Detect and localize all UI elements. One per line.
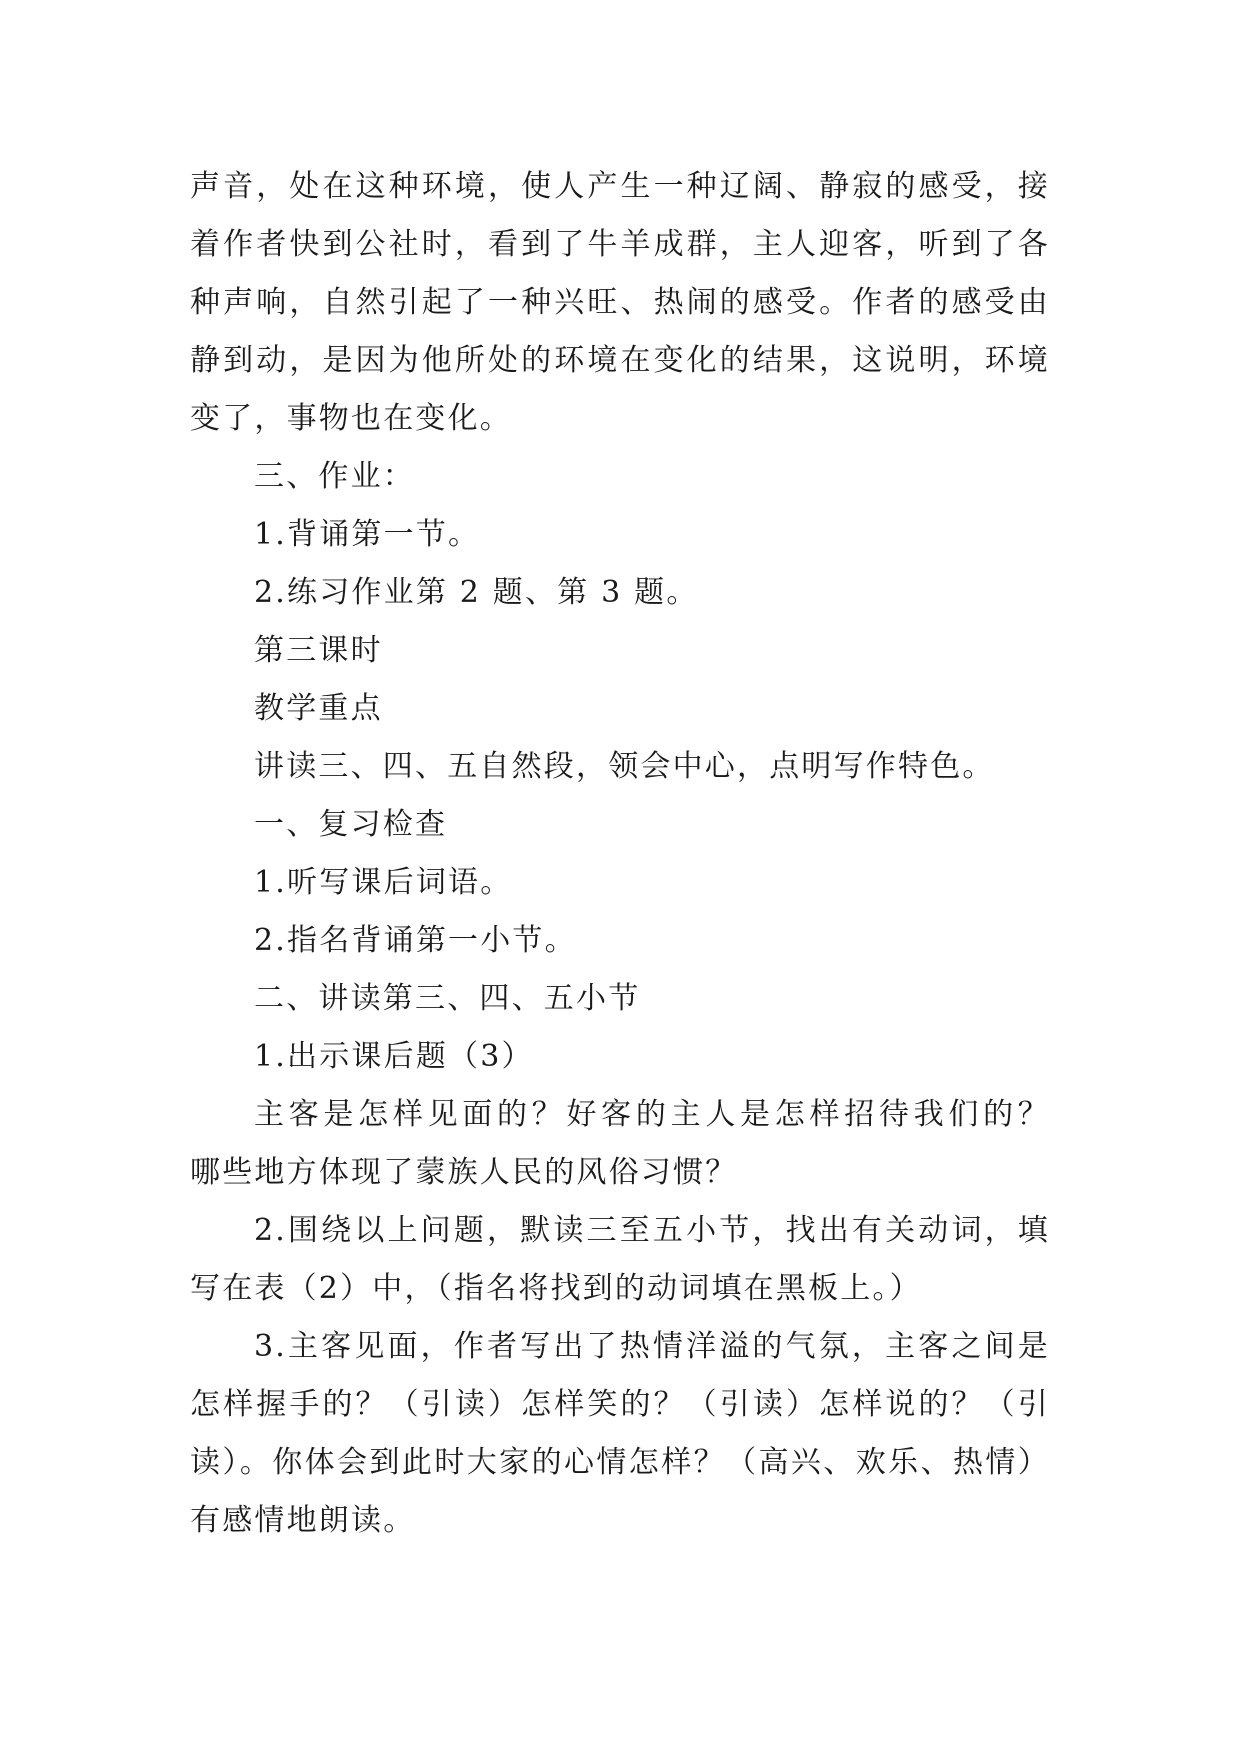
text-line: 三、作业： xyxy=(254,459,415,494)
text-line: 2.围绕以上问题，默读三至五小节，找出有关动词，填 xyxy=(254,1213,1050,1248)
text-line: 写在表（2）中，（指名将找到的动词填在黑板上。） xyxy=(190,1271,922,1306)
text-line: 静到动，是因为他所处的环境在变化的结果，这说明，环境 xyxy=(190,343,1050,378)
text-line: 一、复习检查 xyxy=(254,807,448,842)
text-line: 变了，事物也在变化。 xyxy=(190,401,512,436)
text-line: 3.主客见面，作者写出了热情洋溢的气氛，主客之间是 xyxy=(254,1329,1050,1364)
text-line: 1.背诵第一节。 xyxy=(254,517,481,552)
text-line: 怎样握手的？（引读）怎样笑的？（引读）怎样说的？（引 xyxy=(190,1387,1050,1422)
text-line: 第三课时 xyxy=(254,633,383,668)
text-line: 1.出示课后题（3） xyxy=(254,1039,534,1074)
text-line: 2.练习作业第 2 题、第 3 题。 xyxy=(254,575,699,610)
document-body xyxy=(190,158,1050,1550)
text-line: 着作者快到公社时，看到了牛羊成群，主人迎客，听到了各 xyxy=(190,227,1050,262)
text-line: 读）。你体会到此时大家的心情怎样？（高兴、欢乐、热情） xyxy=(190,1445,1050,1480)
text-line: 哪些地方体现了蒙族人民的风俗习惯？ xyxy=(190,1155,738,1190)
text-line: 2.指名背诵第一小节。 xyxy=(254,923,577,958)
text-line: 二、讲读第三、四、五小节 xyxy=(254,981,641,1016)
text-line: 声音，处在这种环境，使人产生一种辽阔、静寂的感受，接 xyxy=(190,169,1050,204)
text-line: 有感情地朗读。 xyxy=(190,1503,416,1538)
text-line: 主客是怎样见面的？好客的主人是怎样招待我们的？ xyxy=(254,1097,1050,1132)
text-line: 1.听写课后词语。 xyxy=(254,865,513,900)
text-line: 讲读三、四、五自然段，领会中心，点明写作特色。 xyxy=(254,749,995,784)
text-line: 种声响，自然引起了一种兴旺、热闹的感受。作者的感受由 xyxy=(190,285,1050,320)
text-line: 教学重点 xyxy=(254,691,383,726)
